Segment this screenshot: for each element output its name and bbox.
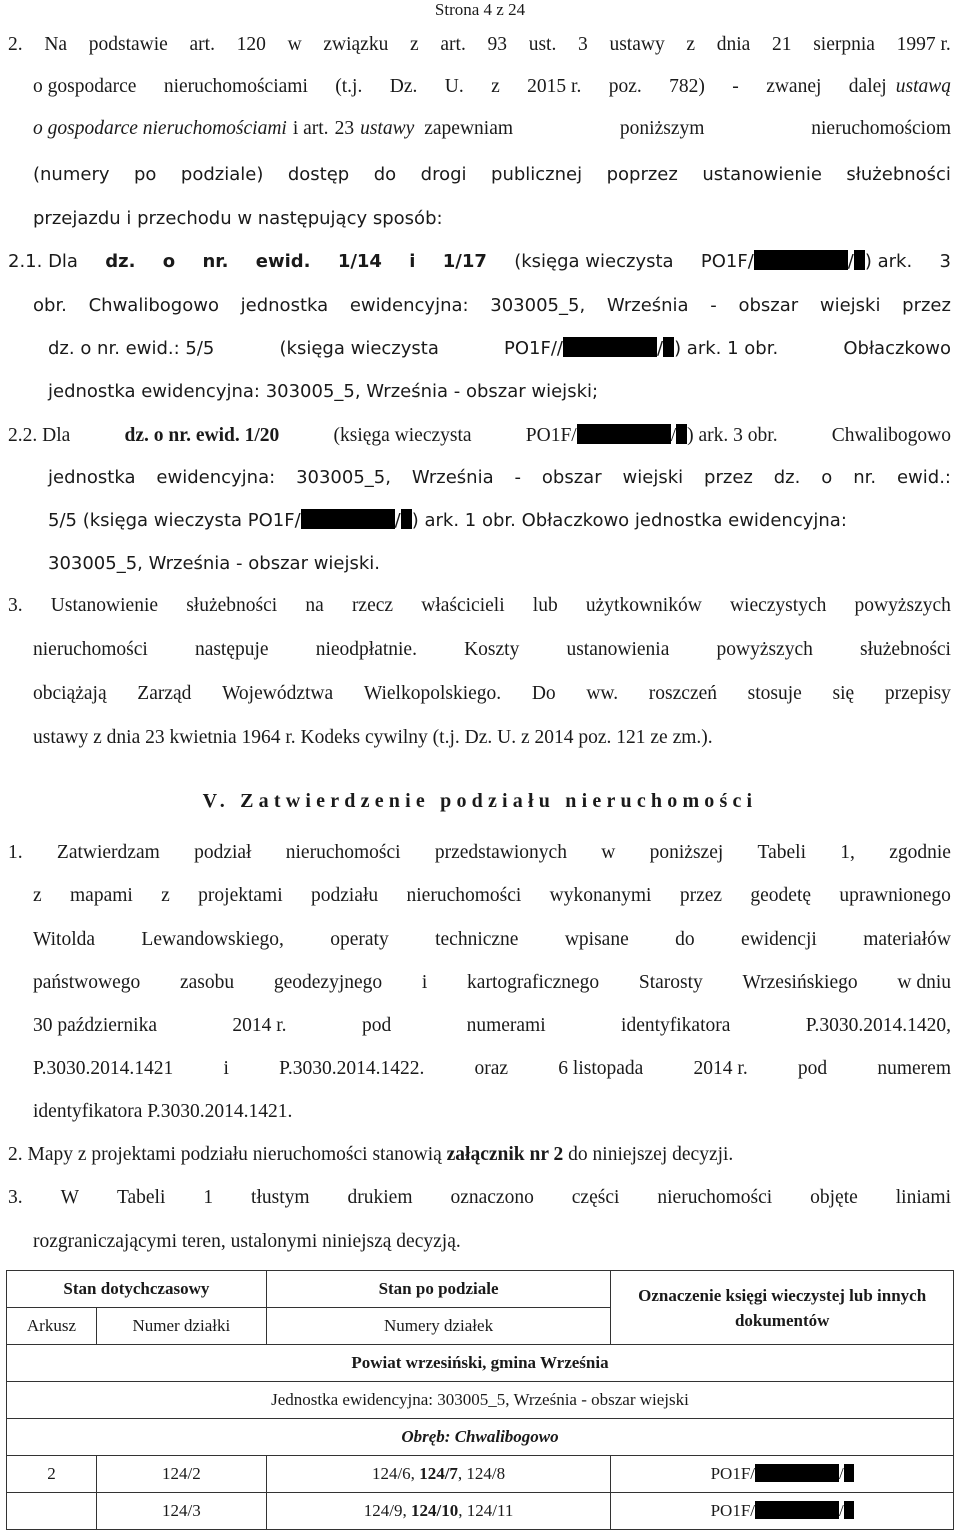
word: nieruchomościom bbox=[811, 118, 951, 139]
sec2-1-ark: ) ark. bbox=[864, 251, 913, 272]
word: Na bbox=[44, 34, 68, 55]
word: Września bbox=[606, 295, 689, 316]
v-p2-attachment: załącznik nr 2 bbox=[446, 1144, 564, 1165]
th-numery-dzialek: Numery działek bbox=[266, 1308, 611, 1345]
word: dz. bbox=[773, 467, 801, 488]
word: oraz bbox=[474, 1058, 509, 1079]
sec2-1-ark-num: 3 bbox=[939, 251, 951, 272]
word: liniami bbox=[895, 1187, 951, 1208]
word: nr. bbox=[853, 467, 877, 488]
word: ustanowienia bbox=[566, 639, 670, 660]
word: art. bbox=[189, 34, 215, 55]
word: podstawie bbox=[88, 34, 168, 55]
word: obr. bbox=[33, 295, 67, 316]
sec2-1-dz: dz. bbox=[105, 251, 136, 272]
word: Zatwierdzam bbox=[56, 842, 160, 863]
v-p1-line-4 bbox=[33, 971, 951, 995]
sec2-1-ksiega-2: (księga wieczysta bbox=[279, 338, 439, 359]
v-p2-text-c: do niniejszej decyzji. bbox=[568, 1144, 734, 1165]
word: numerem bbox=[877, 1058, 951, 1079]
word: - bbox=[732, 76, 739, 97]
word: nieruchomościami bbox=[163, 76, 308, 97]
sec2-2-dz: dz. o nr. ewid. 1/20 bbox=[124, 425, 280, 446]
section-v-heading: V. Zatwierdzenie podziału nieruchomości bbox=[202, 790, 758, 812]
sec2-2-kw-prefix: PO1F/ bbox=[525, 425, 577, 446]
cell-ksiega-slash: / bbox=[839, 1464, 844, 1483]
word: przepisy bbox=[884, 683, 951, 704]
word: Witolda bbox=[33, 929, 96, 950]
sec2-1-dz-nr: dz. o nr. ewid.: 5/5 bbox=[48, 338, 215, 359]
word: obszar bbox=[541, 467, 602, 488]
sec3-line-4: ustawy z dnia 23 kwietnia 1964 r. Kodeks cywilny (t.j. Dz. U. z 2014 poz. 121 ze zm.). bbox=[33, 727, 713, 748]
word: 1, bbox=[840, 842, 855, 863]
sec2-line-3-italic-a: o gospodarce nieruchomościami bbox=[33, 118, 287, 139]
word: następuje bbox=[194, 639, 269, 660]
word: i bbox=[223, 1058, 229, 1079]
word: kartograficznego bbox=[467, 972, 600, 993]
sec2-line-2-italic: ustawą bbox=[895, 76, 951, 97]
word: przez bbox=[679, 885, 723, 906]
word: Koszty bbox=[464, 639, 520, 660]
word: 303005_5, bbox=[296, 467, 391, 488]
word: tłustym bbox=[251, 1187, 310, 1208]
th-arkusz: Arkusz bbox=[7, 1308, 97, 1345]
word: Ustanowienie bbox=[50, 595, 159, 616]
word: Chwalibogowo bbox=[88, 295, 219, 316]
word: - bbox=[514, 467, 522, 488]
v-p1-line-5 bbox=[33, 1014, 951, 1038]
sec2-1-kw-2-prefix: PO1F// bbox=[504, 338, 563, 359]
word: 3. bbox=[8, 595, 23, 616]
word: z bbox=[491, 76, 500, 97]
word: W bbox=[60, 1187, 79, 1208]
v-p1-line-2 bbox=[33, 884, 951, 908]
word: stosuje bbox=[747, 683, 802, 704]
cell-numer: 124/2 bbox=[96, 1456, 266, 1493]
sec2-2-ksiega: (księga wieczysta bbox=[333, 425, 472, 446]
word: P.3030.2014.1420, bbox=[805, 1015, 951, 1036]
table-header-row-1 bbox=[7, 1271, 954, 1308]
word: zapewniam bbox=[424, 118, 514, 139]
sec2-2-kw-slash-2: / bbox=[394, 510, 401, 531]
word: służebności bbox=[186, 595, 278, 616]
word: nieodpłatnie. bbox=[315, 639, 417, 660]
division-table bbox=[6, 1270, 954, 1530]
word: podział bbox=[194, 842, 252, 863]
word: i bbox=[421, 972, 428, 993]
word: geodetę bbox=[750, 885, 812, 906]
cell-numery-b: 124/10 bbox=[411, 1501, 459, 1520]
word: pod bbox=[797, 1058, 828, 1079]
word: się bbox=[832, 683, 855, 704]
word: państwowego bbox=[33, 972, 141, 993]
word: przez bbox=[902, 295, 951, 316]
table-row-powiat bbox=[7, 1345, 954, 1382]
word: jednostka bbox=[48, 467, 136, 488]
word: Do bbox=[531, 683, 556, 704]
word: Wrzesińskiego bbox=[742, 972, 858, 993]
word: operaty bbox=[330, 929, 389, 950]
sec2-1-num-b: 1/17 bbox=[442, 251, 487, 272]
word: w dniu bbox=[897, 972, 951, 993]
word: (t.j. bbox=[335, 76, 363, 97]
word: numerami bbox=[466, 1015, 546, 1036]
word: oznaczono bbox=[450, 1187, 534, 1208]
sec2-1-ark-2: ) ark. 1 obr. bbox=[674, 338, 779, 359]
word: po bbox=[133, 164, 157, 185]
word: publicznej bbox=[491, 164, 583, 185]
v-p2-text-a: 2. Mapy z projektami podziału nieruchomości stanowią bbox=[8, 1144, 442, 1165]
word: Lewandowskiego, bbox=[141, 929, 284, 950]
word: zasobu bbox=[179, 972, 235, 993]
word: służebności bbox=[860, 639, 951, 660]
word: Tabeli bbox=[757, 842, 806, 863]
word: użytkowników bbox=[585, 595, 702, 616]
table-jednostka: Jednostka ewidencyjna: 303005_5, Września - obszar wiejski bbox=[7, 1382, 954, 1419]
word: ust. bbox=[528, 34, 557, 55]
sec2-2-ark-2: ) ark. 1 obr. Obłaczkowo jednostka ewidencyjna: bbox=[411, 510, 847, 531]
word: wpisane bbox=[564, 929, 629, 950]
word: o bbox=[821, 467, 833, 488]
word: lub bbox=[532, 595, 558, 616]
word: właścicieli bbox=[421, 595, 505, 616]
redaction-block bbox=[755, 1464, 839, 1482]
sec2-1-kw-prefix: PO1F/ bbox=[700, 251, 754, 272]
cell-arkusz: 2 bbox=[7, 1456, 97, 1493]
word: z bbox=[33, 885, 42, 906]
word: ustawy bbox=[609, 34, 665, 55]
cell-numery-a: 124/6, bbox=[371, 1464, 420, 1483]
word: przedstawionych bbox=[434, 842, 567, 863]
word: wiejski bbox=[622, 467, 684, 488]
word: 21 bbox=[772, 34, 792, 55]
redaction-block bbox=[755, 1501, 839, 1519]
word: podziale) bbox=[180, 164, 264, 185]
word: 93 bbox=[487, 34, 508, 55]
word: ww. bbox=[586, 683, 619, 704]
cell-ksiega-prefix: PO1F/ bbox=[710, 1464, 756, 1483]
word: części bbox=[571, 1187, 620, 1208]
th-numer-dzialki: Numer działki bbox=[96, 1308, 266, 1345]
th-oznaczenie: Oznaczenie księgi wieczystej lub innych dokumentów bbox=[611, 1271, 954, 1345]
word: Starosty bbox=[638, 972, 703, 993]
word: jednostka bbox=[240, 295, 329, 316]
cell-ksiega-prefix: PO1F/ bbox=[710, 1501, 756, 1520]
word: dnia bbox=[716, 34, 751, 55]
sec2-2-dla: 2.2. Dla bbox=[8, 425, 71, 446]
word: ewidencyjna: bbox=[349, 295, 469, 316]
word: materiałów bbox=[863, 929, 951, 950]
word: nieruchomości bbox=[285, 842, 401, 863]
word: 2014 r. bbox=[693, 1058, 748, 1079]
sec2-2-dz-nr: 5/5 (księga wieczysta PO1F/ bbox=[48, 510, 301, 531]
v-p3-line-1 bbox=[8, 1186, 951, 1210]
word: na bbox=[305, 595, 324, 616]
sec2-line-3-italic-b: ustawy bbox=[360, 118, 415, 139]
sec2-1-line-4: jednostka ewidencyjna: 303005_5, Września - obszar wiejski; bbox=[48, 381, 599, 402]
word: 1. bbox=[8, 842, 23, 863]
table-row-obreb bbox=[7, 1419, 954, 1456]
cell-ksiega bbox=[611, 1493, 954, 1530]
v-p1-line-1 bbox=[8, 841, 951, 865]
table-row bbox=[7, 1493, 954, 1530]
word: poz. bbox=[608, 76, 642, 97]
word: Zarząd bbox=[137, 683, 192, 704]
table-powiat: Powiat wrzesiński, gmina Września bbox=[7, 1345, 954, 1382]
word: art. bbox=[440, 34, 466, 55]
word: drogi bbox=[420, 164, 467, 185]
word: wykonanymi bbox=[549, 885, 652, 906]
sec2-2-ark: ) ark. 3 obr. bbox=[687, 425, 778, 446]
sec2-line-3-num: 23 bbox=[334, 118, 355, 139]
word: 30 października bbox=[33, 1015, 157, 1036]
word: podziału bbox=[311, 885, 379, 906]
word: poniższym bbox=[619, 118, 705, 139]
word: dostęp bbox=[287, 164, 350, 185]
word: Dz. bbox=[389, 76, 418, 97]
word: identyfikatora bbox=[621, 1015, 731, 1036]
sec2-1-obr: Obłaczkowo bbox=[843, 338, 951, 359]
table-obreb: Obręb: Chwalibogowo bbox=[7, 1419, 954, 1456]
word: 3 bbox=[578, 34, 588, 55]
word: roszczeń bbox=[648, 683, 717, 704]
v-p1-line-3 bbox=[33, 928, 951, 952]
sec2-line-5: przejazdu i przechodu w następujący sposób: bbox=[33, 208, 443, 229]
word: do bbox=[675, 929, 695, 950]
word: 1997 r. bbox=[896, 34, 951, 55]
word: nieruchomości bbox=[33, 639, 148, 660]
word: wieczystych bbox=[729, 595, 827, 616]
cell-numery-a: 124/9, bbox=[363, 1501, 411, 1520]
sec2-1-nr: nr. bbox=[202, 251, 229, 272]
table-row-jednostka bbox=[7, 1382, 954, 1419]
sec2-1-o: o bbox=[162, 251, 176, 272]
word: pod bbox=[361, 1015, 392, 1036]
table-row bbox=[7, 1456, 954, 1493]
word: 303005_5, bbox=[490, 295, 586, 316]
cell-ksiega-slash: / bbox=[839, 1501, 844, 1520]
word: 3. bbox=[8, 1187, 23, 1208]
redaction-block bbox=[844, 1464, 854, 1482]
th-stan-dotychczasowy: Stan dotychczasowy bbox=[7, 1271, 267, 1308]
word: przez bbox=[704, 467, 753, 488]
word: U. bbox=[444, 76, 464, 97]
word: 1 bbox=[203, 1187, 214, 1208]
word: sierpnia bbox=[813, 34, 875, 55]
sec2-1-ksiega: (księga wieczysta bbox=[514, 251, 674, 272]
v-p2 bbox=[8, 1143, 733, 1167]
word: o gospodarce bbox=[33, 76, 137, 97]
word: P.3030.2014.1422. bbox=[279, 1058, 425, 1079]
cell-ksiega bbox=[611, 1456, 954, 1493]
sec2-1-kw-2-slash: / bbox=[656, 338, 664, 359]
redaction-block bbox=[844, 1501, 854, 1519]
word: z bbox=[161, 885, 170, 906]
word: w bbox=[287, 34, 302, 55]
word: do bbox=[373, 164, 397, 185]
cell-numery bbox=[266, 1493, 611, 1530]
word: (numery bbox=[33, 164, 110, 185]
word: rzecz bbox=[351, 595, 394, 616]
word: uprawnionego bbox=[839, 885, 951, 906]
word: obciążają bbox=[33, 683, 107, 704]
v-p1-line-6 bbox=[33, 1057, 951, 1081]
cell-numery-b: 124/7 bbox=[419, 1464, 458, 1483]
word: z bbox=[410, 34, 419, 55]
word: 120 bbox=[236, 34, 266, 55]
word: 2014 r. bbox=[232, 1015, 287, 1036]
word: poprzez bbox=[606, 164, 678, 185]
word: służebności bbox=[846, 164, 951, 185]
word: związku bbox=[323, 34, 389, 55]
word: Województwa bbox=[222, 683, 334, 704]
th-stan-po-podziale: Stan po podziale bbox=[266, 1271, 611, 1308]
word: - bbox=[710, 295, 717, 316]
word: zgodnie bbox=[889, 842, 951, 863]
word: wiejski bbox=[819, 295, 881, 316]
word: drukiem bbox=[347, 1187, 413, 1208]
word: geodezyjnego bbox=[273, 972, 383, 993]
v-p3-line-2: rozgraniczającymi teren, ustalonymi niniejszą decyzją. bbox=[33, 1231, 461, 1252]
word: 2. bbox=[8, 34, 23, 55]
cell-numery bbox=[266, 1456, 611, 1493]
sec2-1-num-a: 1/14 bbox=[337, 251, 382, 272]
word: 6 listopada bbox=[558, 1058, 644, 1079]
sec2-1-dla: 2.1. Dla bbox=[8, 251, 78, 272]
sec2-2-kw-slash: / bbox=[670, 425, 677, 446]
sec2-1-kw-slash: / bbox=[847, 251, 854, 272]
word: powyższych bbox=[716, 639, 813, 660]
word: mapami bbox=[70, 885, 133, 906]
word: powyższych bbox=[854, 595, 951, 616]
word: nieruchomości bbox=[657, 1187, 773, 1208]
v-p1-line-7: identyfikatora P.3030.2014.1421. bbox=[33, 1101, 293, 1122]
sec2-1-ewid: ewid. bbox=[255, 251, 311, 272]
cell-numery-c: , 124/11 bbox=[458, 1501, 514, 1520]
word: 782) bbox=[669, 76, 705, 97]
word: w bbox=[601, 842, 616, 863]
word: Wielkopolskiego. bbox=[363, 683, 502, 704]
sec2-2-line-4: 303005_5, Września - obszar wiejski. bbox=[48, 553, 381, 574]
word: P.3030.2014.1421 bbox=[33, 1058, 174, 1079]
cell-numery-c: , 124/8 bbox=[457, 1464, 506, 1483]
word: ewidencyjna: bbox=[156, 467, 276, 488]
sec2-1-i: i bbox=[409, 251, 416, 272]
sec2-2-obr: Chwalibogowo bbox=[831, 425, 951, 446]
word: zwanej bbox=[766, 76, 822, 97]
word: objęte bbox=[810, 1187, 858, 1208]
word: ustanowienie bbox=[702, 164, 822, 185]
word: ewid.: bbox=[896, 467, 951, 488]
word: obszar bbox=[738, 295, 799, 316]
cell-numer: 124/3 bbox=[96, 1493, 266, 1530]
sec2-line-3-text: i art. bbox=[292, 118, 329, 139]
word: nieruchomości bbox=[406, 885, 522, 906]
word: ewidencji bbox=[741, 929, 817, 950]
word: techniczne bbox=[435, 929, 519, 950]
cell-arkusz bbox=[7, 1493, 97, 1530]
word: dalej bbox=[848, 76, 887, 97]
word: Tabeli bbox=[116, 1187, 166, 1208]
page-number: Strona 4 z 24 bbox=[434, 0, 526, 19]
word: 2015 r. bbox=[527, 76, 582, 97]
word: Września bbox=[411, 467, 494, 488]
word: poniższej bbox=[649, 842, 724, 863]
word: projektami bbox=[198, 885, 283, 906]
word: z bbox=[686, 34, 696, 55]
